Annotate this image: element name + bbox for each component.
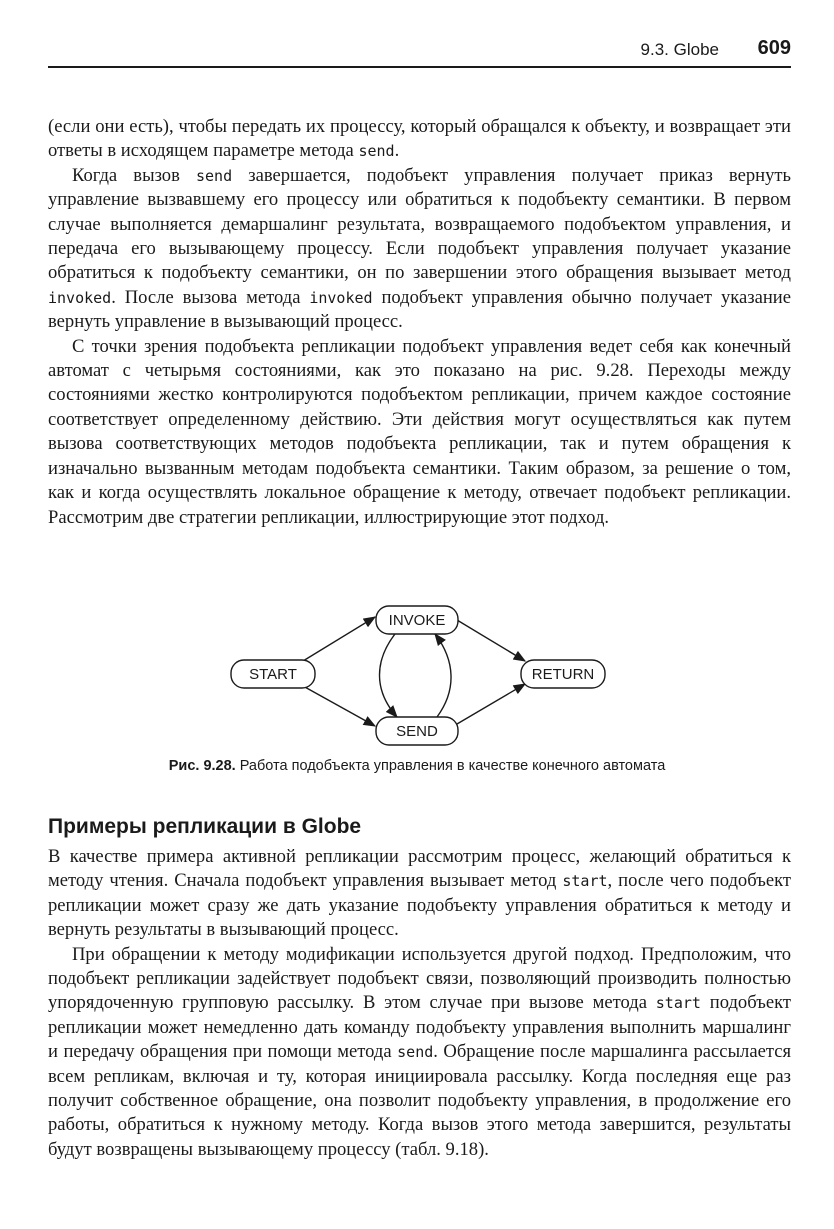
state-start-label: START	[249, 666, 297, 683]
figure-number: Рис. 9.28.	[168, 758, 236, 774]
paragraph	[48, 845, 791, 943]
state-send-label: SEND	[396, 723, 438, 740]
state-invoke-label: INVOKE	[388, 612, 446, 629]
state-machine-diagram	[225, 598, 615, 748]
edge-invoke-to-return	[457, 620, 525, 661]
text-run: С точки зрения подобъекта репликации подобъект управления ведет себя как конечный автомат с четырьмя состояниями, как это показано на рис. 9.28. Переходы между состояниями жестко контролируются подобъектом репликации, причем каждое состояние соответствует определенному действию. Эти действия могут осуществляться как путем вызова соответствующих методов подобъекта репликации, так и путем обращения к изначально вызванным методам подобъекта семантики. Таким образом, за решение о том, как и когда осуществлять локальное обращение к методу, отвечает подобъект репликации. Рассмотрим две стратегии репликации, иллюстрирующие этот подход.	[48, 335, 791, 528]
text-run: .	[394, 140, 400, 162]
code-term: invoked	[48, 288, 112, 307]
text-run: завершается, подобъект управления получает приказ вернуть управление вызвавшему его процессу или обратиться к подобъекту семантики. В первом случае выполняется демаршалинг результата, возвращаемого подобъектом управления, и передача его вызывающему процессу. Если подобъект управления получает указание обратиться к подобъекту семантики, он по завершении этого обращения вызывает метод	[48, 164, 791, 284]
paragraph	[48, 164, 791, 335]
text-run: . После вызова метода	[111, 286, 310, 308]
code-term: start	[655, 994, 701, 1013]
text-run: , после чего подобъект репликации может сразу же дать указание подобъекту управления обратиться к методу и вернуть результаты в вызывающий процесс.	[48, 870, 791, 941]
edge-send-to-invoke	[435, 634, 451, 717]
edge-start-to-send	[303, 686, 375, 726]
running-head	[48, 36, 791, 66]
running-head-section: 9.3. Globe	[640, 40, 719, 59]
text-run: . Обращение после маршалинга рассылается всем репликам, включая и ту, которая инициировала рассылку. Когда последняя еще раз получит собственное обращение, она позволит подобъекту управления, в продолжение его работы, обратиться к нужному методу. Когда вызов этого метода завершится, результаты будут возвращены вызывающему процессу (табл. 9.18).	[48, 1041, 791, 1160]
paragraph	[48, 115, 791, 164]
edge-send-to-return	[457, 684, 525, 724]
paragraph	[48, 943, 791, 1163]
code-term: start	[562, 872, 608, 891]
body-text-top	[48, 115, 791, 530]
state-start	[231, 660, 315, 688]
state-return-label: RETURN	[531, 666, 595, 683]
text-run: (если они есть), чтобы передать их процессу, который обращался к объекту, и возвращает эти ответы в исходящем параметре метода	[48, 116, 791, 162]
section-heading: Примеры репликации в Globe	[48, 815, 362, 838]
code-term: send	[196, 166, 233, 185]
header-rule	[48, 66, 791, 68]
state-invoke	[376, 606, 458, 634]
figure-caption-text: Работа подобъекта управления в качестве конечного автомата	[239, 758, 666, 774]
edge-invoke-to-send	[380, 634, 398, 717]
text-run: При обращении к методу модификации используется другой подход. Предположим, что подобъект репликации задействует подобъект связи, позволяющий производить полностью упорядоченную групповую рассылку. В этом случае при вызове метода	[48, 943, 791, 1014]
body-text-bottom	[48, 845, 791, 1162]
code-term: send	[358, 142, 395, 161]
state-return	[521, 660, 605, 688]
text-run: подобъект управления обычно получает указание вернуть управление в вызывающий процесс.	[48, 286, 791, 333]
state-machine-svg	[225, 598, 615, 748]
state-send	[376, 717, 458, 745]
edge-start-to-invoke	[303, 617, 375, 661]
code-term: send	[397, 1043, 434, 1062]
code-term: invoked	[309, 288, 373, 307]
page-number: 609	[757, 37, 791, 59]
text-run: В качестве примера активной репликации рассмотрим процесс, желающий обратиться к методу чтения. Сначала подобъект управления вызывает метод	[48, 846, 791, 892]
text-run: подобъект репликации может немедленно дать команду подобъекту управления выполнить маршалинг и передачу обращения при помощи метода	[48, 992, 791, 1063]
figure-caption	[140, 757, 694, 776]
text-run: Когда вызов	[72, 164, 196, 186]
paragraph	[48, 335, 791, 530]
